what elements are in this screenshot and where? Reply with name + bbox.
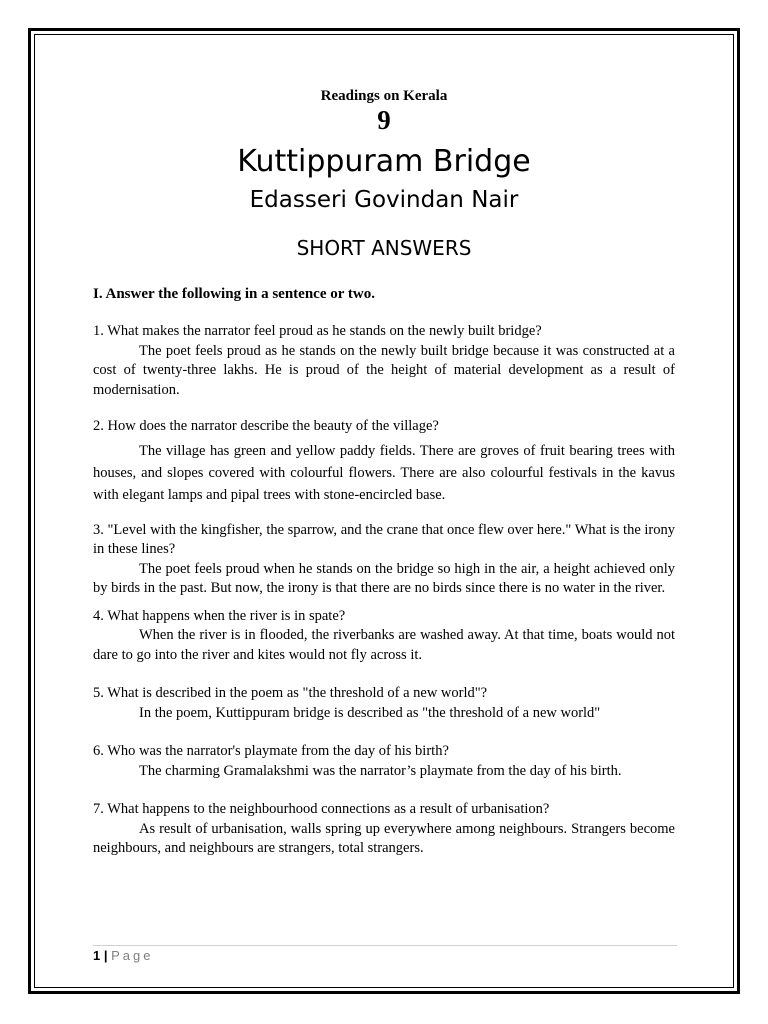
- qa-item-3: [93, 521, 675, 599]
- author-name: Edasseri Govindan Nair: [249, 187, 519, 213]
- page-footer: [93, 948, 154, 964]
- series-title: Readings on Kerala: [320, 88, 448, 104]
- answer-text: The village has green and yellow paddy fields. There are groves of fruit bearing trees with houses, and slopes covered with colourful flowers. There are also colourful festivals in the kavus with elegant lamps and pipal trees with stone-encircled base.: [93, 442, 675, 503]
- qa-item-6: [93, 742, 675, 781]
- page-content: [93, 86, 675, 859]
- page-label: Page: [111, 948, 154, 963]
- answer-text: As result of urbanisation, walls spring up everywhere among neighbours. Strangers become neighbours, and neighbours are strangers, total strangers.: [93, 820, 675, 856]
- chapter-number: 9: [377, 105, 391, 135]
- question-text: 4. What happens when the river is in spate?: [93, 607, 346, 624]
- qa-item-5: [93, 684, 675, 723]
- qa-item-2: [93, 417, 675, 506]
- qa-item-1: [93, 322, 675, 400]
- footer-divider: [93, 945, 677, 946]
- instruction-text: I. Answer the following in a sentence or two.: [93, 286, 375, 302]
- question-text: 7. What happens to the neighbourhood connections as a result of urbanisation?: [93, 801, 550, 817]
- footer-separator: |: [103, 948, 108, 963]
- qa-item-4: [93, 607, 675, 666]
- answer-text: The charming Gramalakshmi was the narrator’s playmate from the day of his birth.: [139, 762, 622, 779]
- question-text: 6. Who was the narrator's playmate from the day of his birth?: [93, 743, 449, 759]
- question-text: 2. How does the narrator describe the beauty of the village?: [93, 418, 439, 434]
- answer-text: The poet feels proud as he stands on the newly built bridge because it was constructed at a cost of twenty-three lakhs. He is proud of the height of material development as a result of modernisation.: [93, 342, 675, 398]
- qa-item-7: [93, 800, 675, 859]
- page-title: Kuttippuram Bridge: [237, 144, 531, 179]
- section-heading: SHORT ANSWERS: [296, 236, 472, 260]
- question-text: 5. What is described in the poem as "the threshold of a new world"?: [93, 685, 488, 701]
- answer-text: When the river is in flooded, the riverbanks are washed away. At that time, boats would not dare to go into the river and kites would not fly across it.: [93, 627, 675, 663]
- question-text: 3. "Level with the kingfisher, the sparrow, and the crane that once flew over here." What is the irony in these lines?: [93, 521, 675, 557]
- question-text: 1. What makes the narrator feel proud as he stands on the newly built bridge?: [93, 323, 542, 339]
- answer-text: In the poem, Kuttippuram bridge is described as "the threshold of a new world": [139, 704, 601, 721]
- answer-text: The poet feels proud when he stands on the bridge so high in the air, a height achieved only by birds in the past. But now, the irony is that there are no birds since there is no water in the river.: [93, 560, 675, 596]
- page-number: 1: [93, 948, 101, 963]
